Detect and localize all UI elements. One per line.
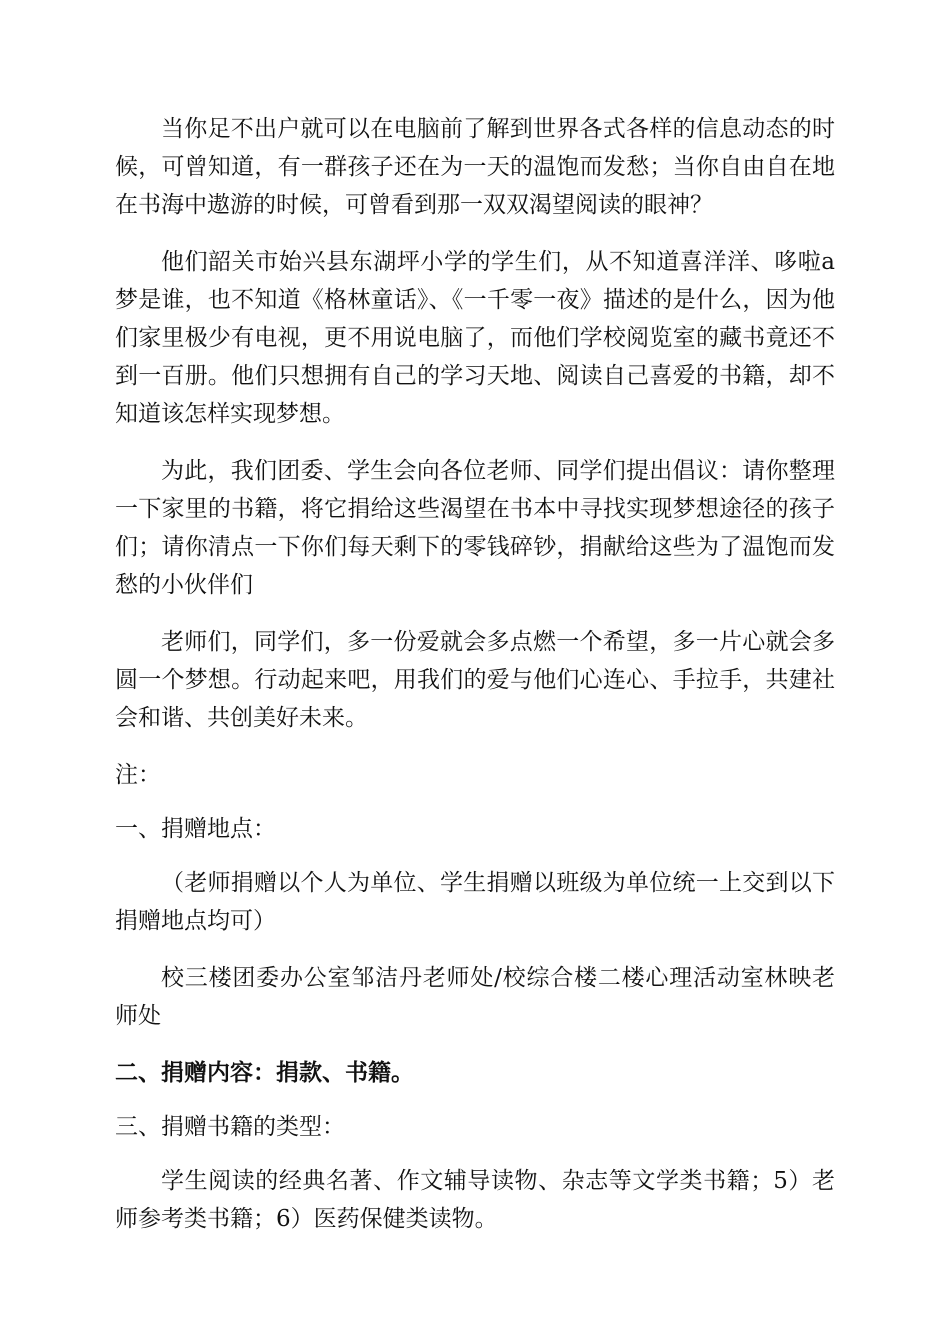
book-types-detail: 学生阅读的经典名著、作文辅导读物、杂志等文学类书籍；5）老师参考类书籍；6）医药保健类读物。 (115, 1168, 835, 1232)
paragraph-intro: 当你足不出户就可以在电脑前了解到世界各式各样的信息动态的时候，可曾知道，有一群孩子还在为一天的温饱而发愁；当你自由自在地在书海中遨游的时候，可曾看到那一双双渴望阅读的眼神？ (115, 116, 835, 218)
paragraph-proposal: 为此，我们团委、学生会向各位老师、同学们提出倡议：请你整理一下家里的书籍，将它捐给这些渴望在书本中寻找实现梦想途径的孩子们；请你清点一下你们每天剩下的零钱碎钞，捐献给这些为了温饱而发愁的小伙伴们 (115, 458, 835, 598)
donation-content-heading: 二、捐赠内容：捐款、书籍。 (115, 1059, 414, 1086)
book-types-heading: 三、捐赠书籍的类型： (115, 1114, 345, 1140)
donation-location-detail: （老师捐赠以个人为单位、学生捐赠以班级为单位统一上交到以下捐赠地点均可） (115, 870, 835, 934)
donation-location-heading: 一、捐赠地点： (115, 816, 276, 842)
paragraph-call-to-action: 老师们，同学们，多一份爱就会多点燃一个希望，多一片心就会多圆一个梦想。行动起来吧，用我们的爱与他们心连心、手拉手，共建社会和谐、共创美好未来。 (115, 629, 835, 731)
note-heading: 注： (115, 762, 161, 788)
paragraph-school-description: 他们韶关市始兴县东湖坪小学的学生们，从不知道喜洋洋、哆啦a梦是谁，也不知道《格林童话》、《一千零一夜》描述的是什么，因为他们家里极少有电视，更不用说电脑了，而他们学校阅览室的藏书竟还不到一百册。他们只想拥有自己的学习天地、阅读自己喜爱的书籍，却不知道该怎样实现梦想。 (115, 249, 835, 427)
document-page (115, 110, 835, 1238)
donation-location-address: 校三楼团委办公室邹洁丹老师处/校综合楼二楼心理活动室林映老师处 (115, 965, 835, 1029)
